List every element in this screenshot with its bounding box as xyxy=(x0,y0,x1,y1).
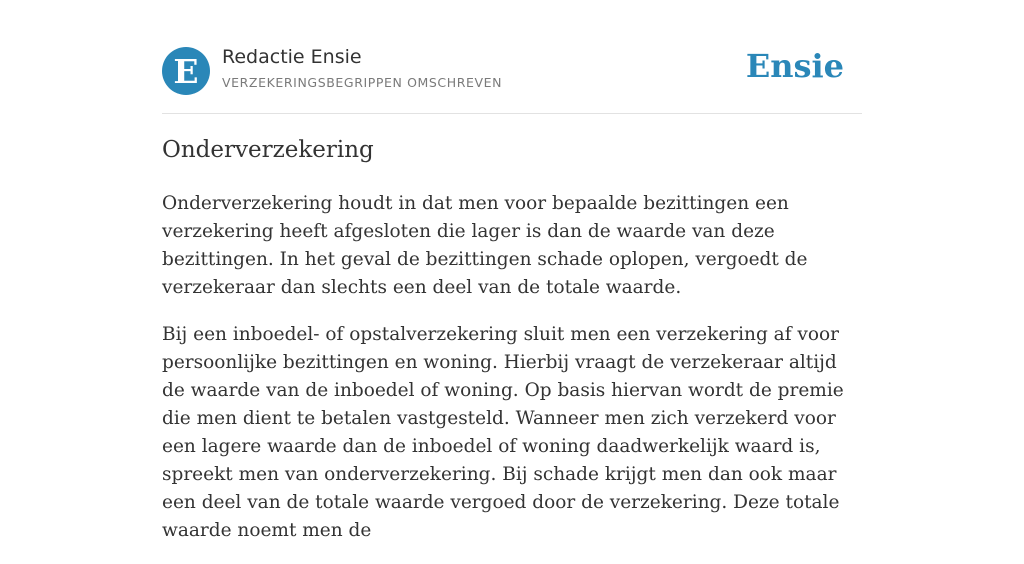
author-avatar[interactable]: E xyxy=(162,47,210,95)
page-container xyxy=(162,0,862,541)
article-title: Onderverzekering xyxy=(162,137,374,163)
article-body xyxy=(162,190,862,564)
ensie-logo[interactable]: Ensie xyxy=(745,47,844,85)
author-subtitle: VERZEKERINGSBEGRIPPEN OMSCHREVEN xyxy=(222,75,503,90)
article-paragraph-1: Onderverzekering houdt in dat men voor bepaalde bezittingen een verzekering heeft afgesloten die lager is dan de waarde van deze bezittingen. In het geval de bezittingen schade oplopen, vergoedt de verzekeraar dan slechts een deel van de totale waarde. xyxy=(162,193,808,298)
author-name-link[interactable]: Redactie Ensie xyxy=(222,46,362,68)
page-header xyxy=(162,0,862,114)
article-paragraph-2: Bij een inboedel- of opstalverzekering sluit men een verzekering af voor persoonlijke bezittingen en woning. Hierbij vraagt de verzekeraar altijd de waarde van de inboedel of woning. Op basis hiervan wordt de premie die men dient te betalen vastgesteld. Wanneer men zich verzekerd voor een lagere waarde dan de inboedel of woning daadwerkelijk waard is, spreekt men van onderverzekering. Bij schade krijgt men dan ook maar een deel van de totale waarde vergoed door de verzekering. Deze totale waarde noemt men de xyxy=(162,324,844,541)
